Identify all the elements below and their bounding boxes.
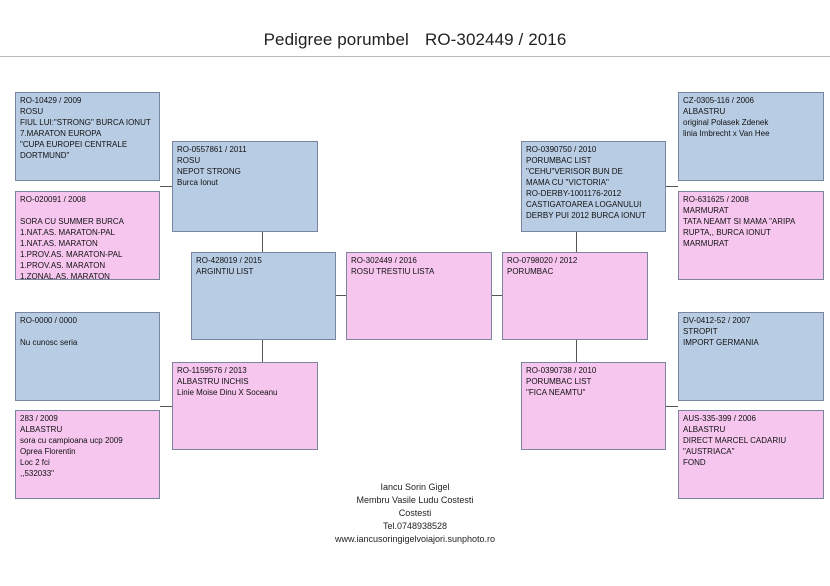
pedigree-box-dam-dam-dam: AUS-335-399 / 2006 ALBASTRU DIRECT MARCEL CADARIU "AUSTRIACA" FOND: [678, 410, 824, 499]
owner-phone: Tel.0748938528: [382, 521, 448, 531]
pedigree-box-dam-dam-sire: DV-0412-52 / 2007 STROPIT IMPORT GERMANIA: [678, 312, 824, 401]
title-divider: [0, 56, 830, 57]
ring-number: RO-0000 / 0000: [20, 316, 77, 325]
owner-website: www.iancusoringigelvoiajori.sunphoto.ro: [334, 534, 496, 544]
connector-line: [262, 340, 263, 362]
pedigree-box-sire-dam-dam: 283 / 2009 ALBASTRU sora cu campioana ucp 2009 Oprea Florentin Loc 2 fci ,,532033": [15, 410, 160, 499]
connector-line: [576, 340, 577, 362]
ring-number: RO-428019 / 2015: [196, 256, 262, 265]
pedigree-box-dam: RO-0798020 / 2012 PORUMBAC: [502, 252, 648, 340]
pedigree-box-dam-sire-sire: CZ-0305-116 / 2006 ALBASTRU original Polasek Zdenek linia Imbrecht x Van Hee: [678, 92, 824, 181]
ring-number: RO-10429 / 2009: [20, 96, 82, 105]
ring-number: RO-0390738 / 2010: [526, 366, 597, 375]
pedigree-box-sire-sire-dam: RO-020091 / 2008 SORA CU SUMMER BURCA 1.NAT.AS. MARATON-PAL 1.NAT.AS. MARATON 1.PROV.AS. MARATON-PAL 1.PROV.AS. MARATON 1.ZONAL.AS. MARATON: [15, 191, 160, 280]
connector-line: [160, 406, 172, 407]
connector-line: [336, 295, 346, 296]
ring-number: RO-020091 / 2008: [20, 195, 86, 204]
connector-line: [492, 295, 502, 296]
ring-number: DV-0412-52 / 2007: [683, 316, 751, 325]
ring-number: RO-1159576 / 2013: [177, 366, 247, 375]
title-ring-number: RO-302449 / 2016: [424, 30, 567, 49]
page-title: [0, 30, 830, 50]
owner-name: Iancu Sorin Gigel: [380, 482, 450, 492]
title-prefix: Pedigree porumbel: [263, 30, 409, 49]
pedigree-box-subject: RO-302449 / 2016 ROSU TRESTIU LISTA: [346, 252, 492, 340]
owner-contact-block: [0, 481, 830, 546]
pedigree-box-sire-dam-sire: RO-0000 / 0000 Nu cunosc seria: [15, 312, 160, 401]
pedigree-box-sire: RO-428019 / 2015 ARGINTIU LIST: [191, 252, 336, 340]
pedigree-box-dam-dam: RO-0390738 / 2010 PORUMBAC LIST "FICA NEAMTU": [521, 362, 666, 450]
ring-number: 283 / 2009: [20, 414, 58, 423]
ring-number: CZ-0305-116 / 2006: [683, 96, 755, 105]
connector-line: [576, 232, 577, 252]
connector-line: [666, 406, 678, 407]
owner-club: Membru Vasile Ludu Costesti: [356, 495, 474, 505]
pedigree-box-dam-sire: RO-0390750 / 2010 PORUMBAC LIST "CEHU"VERISOR BUN DE MAMA CU "VICTORIA" RO-DERBY-1001176-2012 CASTIGATOAREA LOGANULUI DERBY PUI 2012 BURCA IONUT: [521, 141, 666, 232]
ring-number: RO-0557861 / 2011: [177, 145, 247, 154]
ring-number: RO-0390750 / 2010: [526, 145, 597, 154]
connector-line: [262, 232, 263, 252]
connector-line: [160, 186, 172, 187]
ring-number: AUS-335-399 / 2006: [683, 414, 756, 423]
connector-line: [666, 186, 678, 187]
pedigree-box-sire-sire: RO-0557861 / 2011 ROSU NEPOT STRONG Burca Ionut: [172, 141, 318, 232]
ring-number: RO-631625 / 2008: [683, 195, 749, 204]
owner-locality: Costesti: [398, 508, 432, 518]
ring-number: RO-302449 / 2016: [351, 256, 417, 265]
pedigree-box-dam-sire-dam: RO-631625 / 2008 MARMURAT TATA NEAMT SI MAMA "ARIPA RUPTA,, BURCA IONUT MARMURAT: [678, 191, 824, 280]
pedigree-box-sire-sire-sire: RO-10429 / 2009 ROSU FIUL LUI:"STRONG" BURCA IONUT 7.MARATON EUROPA "CUPA EUROPEI CENTRALE DORTMUND": [15, 92, 160, 181]
pedigree-box-sire-dam: RO-1159576 / 2013 ALBASTRU INCHIS Linie Moise Dinu X Soceanu: [172, 362, 318, 450]
ring-number: RO-0798020 / 2012: [507, 256, 578, 265]
